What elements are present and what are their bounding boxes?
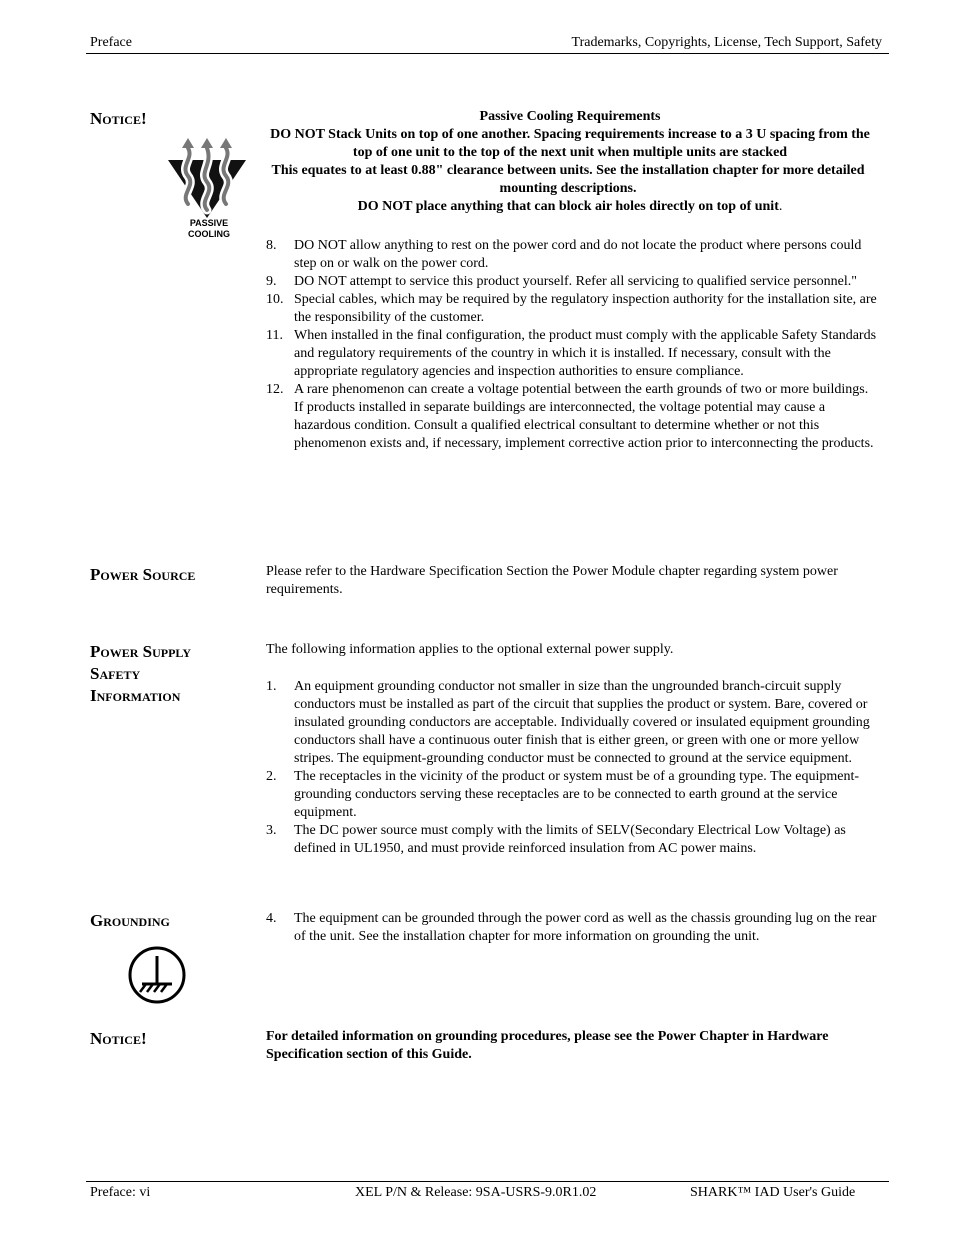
power-source-heading: Power Source — [90, 565, 196, 584]
notice-heading: Notice! — [90, 109, 147, 128]
list-item — [266, 273, 878, 291]
list-item-number: 9. — [266, 274, 277, 289]
list-item — [266, 327, 878, 381]
list-item-text: When installed in the final configuration, the product must comply with the applicable Safety Standards and regulatory requirements of the country in which it is installed. If necessary, consult with the appropriate regulatory agencies and inspection authorities to ensure compliance. — [294, 328, 877, 379]
power-supply-heading-3: Information — [90, 686, 181, 705]
footer-right: SHARK™ IAD User's Guide — [690, 1185, 856, 1200]
passive-cooling-icon — [166, 134, 248, 244]
cooling-label: COOLING — [188, 229, 230, 239]
grounding-heading: Grounding — [90, 911, 170, 930]
power-source-text: Please refer to the Hardware Specification Section the Power Module chapter regarding system power requirements. — [266, 564, 838, 597]
power-supply-list — [266, 678, 878, 858]
power-supply-intro: The following information applies to the optional external power supply. — [266, 642, 674, 657]
cooling-line-3-text: DO NOT place anything that can block air holes directly on top of unit — [357, 199, 779, 214]
list-item-text: An equipment grounding conductor not smaller in size than the ungrounded branch-circuit supply conductors must be installed as part of the circuit that supplies the product or system. Bare, covered or insulated grounding conductors are acceptable. Individually covered or insulated equipment grounding conductors shall have a continuous outer finish that is either green, or green with one or more yellow stripes. The equipment-grounding conductor must be connected to ground at the service equipment. — [294, 679, 870, 766]
passive-label: PASSIVE — [189, 218, 229, 228]
list-item-number: 8. — [266, 238, 277, 253]
list-item-text: The receptacles in the vicinity of the product or system must be of a grounding type. The equipment-grounding conductors serving these receptacles are to be connected to earth ground at the service equipment. — [294, 769, 860, 820]
ground-symbol-icon — [126, 944, 188, 1006]
header-left: Preface — [90, 35, 132, 50]
footer-rule — [86, 1181, 889, 1182]
list-item — [266, 237, 878, 273]
notice-heading-2: Notice! — [90, 1029, 147, 1048]
footer-center: XEL P/N & Release: 9SA-USRS-9.0R1.02 — [355, 1185, 597, 1200]
list-item-number: 10. — [266, 292, 284, 307]
cooling-line-3-end: . — [778, 199, 783, 214]
list-item-number: 12. — [266, 382, 284, 397]
header-right: Trademarks, Copyrights, License, Tech Support, Safety — [571, 35, 882, 50]
list-item — [266, 291, 878, 327]
list-item-text: Special cables, which may be required by the regulatory inspection authority for the installation site, are the responsibility of the customer. — [294, 292, 877, 325]
list-item-number: 3. — [266, 823, 277, 838]
list-item-text: The equipment can be grounded through the power cord as well as the chassis grounding lug on the rear of the unit. See the installation chapter for more information on grounding the unit. — [294, 911, 877, 944]
notice-2-text: For detailed information on grounding procedures, please see the Power Chapter in Hardware Specification section of this Guide. — [266, 1029, 829, 1062]
list-item-number: 4. — [266, 911, 277, 926]
list-item-text: DO NOT attempt to service this product yourself. Refer all servicing to qualified service personnel." — [294, 274, 857, 289]
list-item-text: The DC power source must comply with the limits of SELV(Secondary Electrical Low Voltage) as defined in UL1950, and must provide reinforced insulation from AC power mains. — [294, 823, 846, 856]
list-item — [266, 910, 878, 946]
list-item-text: A rare phenomenon can create a voltage potential between the earth grounds of two or more buildings. If products installed in separate buildings are interconnected, the voltage potential may cause a hazardous condition. Consult a qualified electrical consultant to determine whether or not this phenomenon exists and, if necessary, implement corrective action prior to interconnecting the products. — [294, 382, 874, 451]
list-item-text: DO NOT allow anything to rest on the power cord and do not locate the product where persons could step on or walk on the power cord. — [294, 238, 862, 271]
cooling-line-2: This equates to at least 0.88" clearance between units. See the installation chapter for more detailed mounting descriptions. — [271, 163, 865, 196]
grounding-list — [266, 910, 878, 946]
list-item-number: 1. — [266, 679, 277, 694]
cooling-title: Passive Cooling Requirements — [479, 109, 661, 124]
list-item — [266, 678, 878, 768]
power-supply-heading-2: Safety — [90, 664, 141, 683]
footer-left: Preface: vi — [90, 1185, 151, 1200]
header-rule — [86, 53, 889, 54]
list-item — [266, 381, 878, 453]
list-item — [266, 768, 878, 822]
cooling-line-1: DO NOT Stack Units on top of one another. Spacing requirements increase to a 3 U spacing from the top of one unit to the top of the next unit when multiple units are stacked — [270, 127, 870, 160]
list-item-number: 11. — [266, 328, 283, 343]
list-item — [266, 822, 878, 858]
list-item-number: 2. — [266, 769, 277, 784]
cooling-line-3 — [266, 198, 874, 216]
power-supply-heading-1: Power Supply — [90, 642, 191, 661]
safety-list — [266, 237, 878, 453]
